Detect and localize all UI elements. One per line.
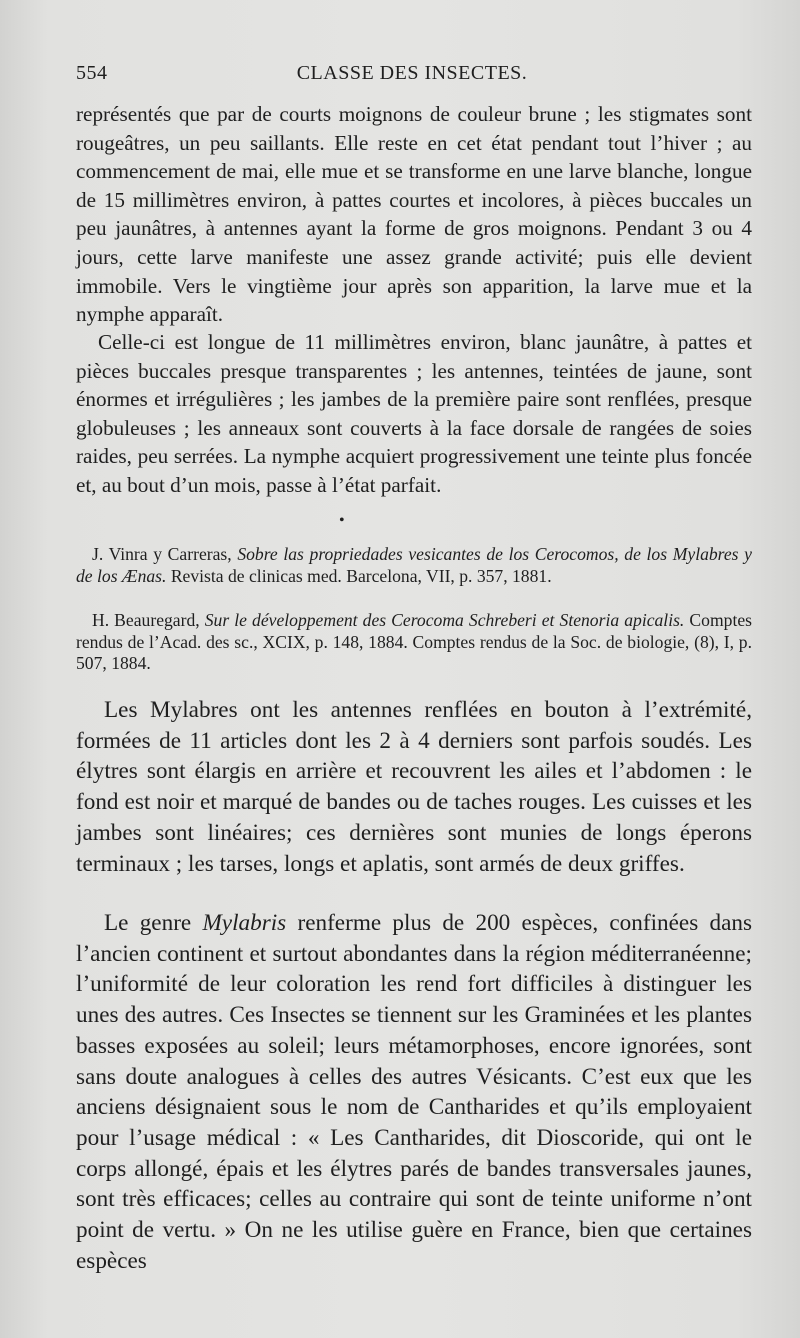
- paragraph-nymph-description: Celle-ci est longue de 11 millimètres environ, blanc jaunâtre, à pattes et pièces buccales presque transparentes ; les antennes, teintées de jaune, sont énormes et irrégulières ; les jambes de la première paire sont renflées, presque globuleuses ; les anneaux sont couverts à la face dorsale de rangées de soies raides, peu serrées. La nymphe acquiert progressivement une teinte plus foncée et, au bout d’un mois, passe à l’état parfait.: [76, 330, 752, 497]
- genus-text: renferme plus de 200 espèces, confinées dans l’ancien continent et surtout abondantes dans la région méditerranéenne; l’uniformité de leur coloration les rend fort difficiles à distinguer les unes des autres. Ces Insectes se tiennent sur les Graminées et les plantes basses exposées au soleil; leurs métamorphoses, encore ignorées, sont sans doute analogues à celles des autres Vésicants. C’est eux que les anciens désignaient sous le nom de Cantharides et qu’ils employaient pour l’usage médical : « Les Cantharides, dit Dioscoride, qui ont le corps allongé, épais et les élytres parés de bandes transversales jaunes, sont très efficaces; celles au contraire qui sont de teinte uniforme n’ont point de vertu. » On ne les utilise guère en France, bien que certaines espèces: [76, 910, 752, 1274]
- reference-author: H. Beauregard,: [92, 610, 205, 630]
- reference-author: J. Vinra y Carreras,: [92, 544, 238, 564]
- running-head: CLASSE DES INSECTES.: [296, 62, 528, 84]
- page-number: 554: [76, 62, 108, 84]
- reference-source: Comptes rendus de l’Acad. des sc., XCIX, p. 148, 1884. Comptes rendus de la Soc. de biologie, (8), I, p. 507, 1884.: [76, 610, 752, 674]
- reference-title: Sobre las propriedades vesicantes de los Cerocomos, de los Mylabres y de los Ænas.: [76, 544, 752, 586]
- reference-vinra: [76, 544, 752, 587]
- genus-name: Mylabris: [202, 910, 287, 936]
- reference-title: Sur le développement des Cerocoma Schreberi et Stenoria apicalis.: [204, 610, 685, 630]
- reference-beauregard: [76, 610, 752, 675]
- reference-source: Revista de clinicas med. Barcelona, VII, p. 357, 1881.: [166, 565, 552, 586]
- page-header: [76, 62, 748, 92]
- paragraph-larva-description: représentés que par de courts moignons de couleur brune ; les stigmates sont rougeâtres, un peu saillants. Elle reste en cet état pendant tout l’hiver ; au commencement de mai, elle mue et se transforme en une larve blanche, longue de 15 millimètres environ, à pattes courtes et incolores, à pièces buccales un peu jaunâtres, à antennes ayant la forme de gros moignons. Pendant 3 ou 4 jours, cette larve manifeste une assez grande activité; puis elle devient immobile. Vers le vingtième jour après son apparition, la larve mue et la nymphe apparaît.: [76, 102, 752, 327]
- separator-dot: •: [339, 512, 345, 529]
- paragraph-mylabres: Les Mylabres ont les antennes renflées en bouton à l’extrémité, formées de 11 articles dont les 2 à 4 derniers sont parfois soudés. Les élytres sont élargis en arrière et recouvrent les ailes et l’abdomen : le fond est noir et marqué de bandes ou de taches rouges. Les cuisses et les jambes sont linéaires; ces dernières sont munies de longs éperons terminaux ; les tarses, longs et aplatis, sont armés de deux griffes.: [76, 697, 752, 877]
- paragraph-mylabris-genus: [76, 908, 752, 1276]
- genus-intro: Le genre: [104, 910, 203, 936]
